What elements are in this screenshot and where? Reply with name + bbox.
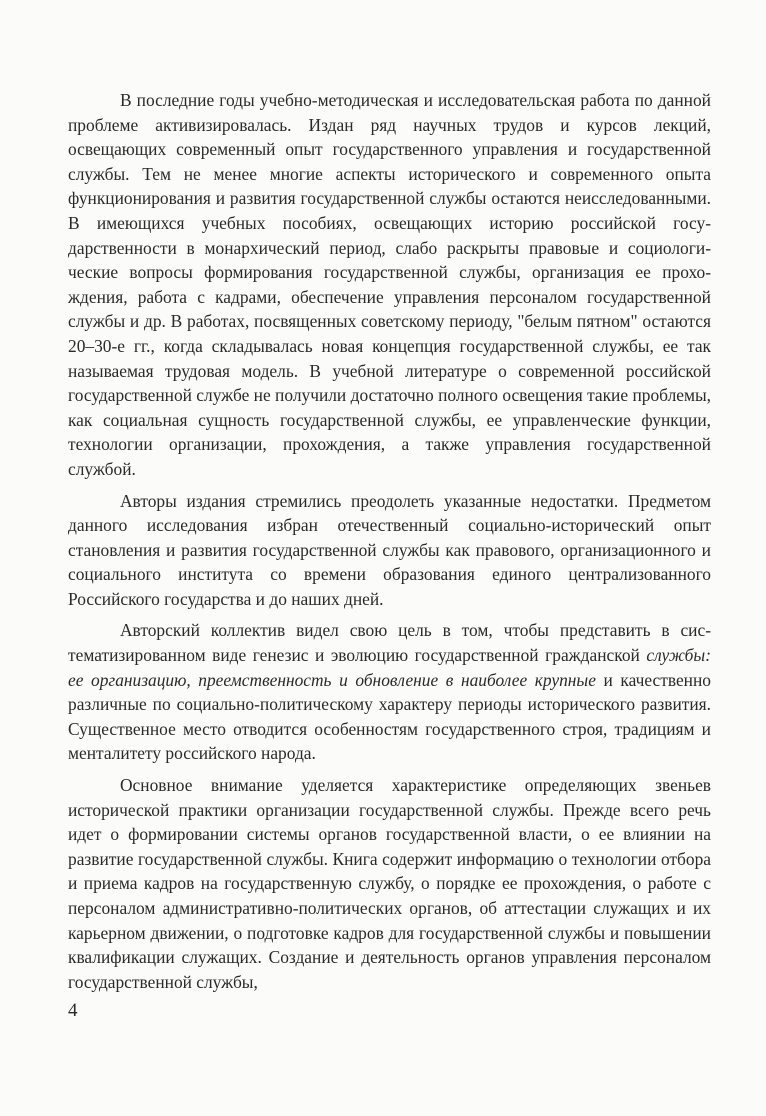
paragraph-3-text-end: и качественно различные по социально-политическому характеру периоды исторического развития. Существенное место отводится особенностям государственного строя, традициям и менталитету российского народа. bbox=[68, 669, 711, 764]
paragraph-4: Основное внимание уделяется характеристике определяющих звеньев исторической практики организации государственной службы. Прежде всего речь идет о формировании системы органов государственной власти, о ее влиянии на развитие государственной службы. Книга содержит информацию о технологии отбора и приема кадров на государственную службу, о порядке ее прохождения, о работе с персоналом административно-политических органов, об аттестации служащих и их карьерном движении, о подготовке кадров для государственной службы и повышении квалификации служащих. Создание и деятельность органов управления персоналом государственной службы, bbox=[68, 775, 711, 992]
page-body bbox=[68, 88, 711, 1001]
paragraph-3-italic-text: службы: ее организацию, преемственность и обновление в наиболее крупные bbox=[68, 645, 711, 690]
paragraph-2: Авторы издания стремились преодолеть указанные недостатки. Предметом данного исследования избран отечественный социально-исторический опыт становления и развития государственной службы как правового, организационного и социального института со времени образования единого централизованного Российского государства и до наших дней. bbox=[68, 490, 711, 609]
paragraph-3-text-start: Авторский коллектив видел свою цель в том, чтобы представить в систематизированном виде генезис и эволюцию государственной гражданской bbox=[68, 620, 711, 666]
paragraph-3 bbox=[68, 618, 711, 766]
page-number: 4 bbox=[68, 1000, 78, 1021]
paragraph-1: В последние годы учебно-методическая и исследовательская работа по данной проблеме активизировалась. Издан ряд научных трудов и курсов лекций, освещающих современный опыт государственного управления и государственной службы. Тем не менее многие аспекты исторического и современного опыта функционирования и развития государственной службы остаются неисследованными. В имеющихся учебных пособиях, освещающих историю российской государственности в монархический период, слабо раскрыты правовые и социологические вопросы формирования государственной службы, организация ее прохождения, работа с кадрами, обеспечение управления персоналом государственной службы и др. В работах, посвященных советскому периоду, "белым пятном" остаются 20–30-е гг., когда складывалась новая концепция государственной службы, ее так называемая трудовая модель. В учебной литературе о современной российской государственной службе не получили достаточно полного освещения такие проблемы, как социальная сущность государственной службы, ее управленческие функции, технологии организации, прохождения, а также управления государственной службой. bbox=[68, 90, 711, 479]
